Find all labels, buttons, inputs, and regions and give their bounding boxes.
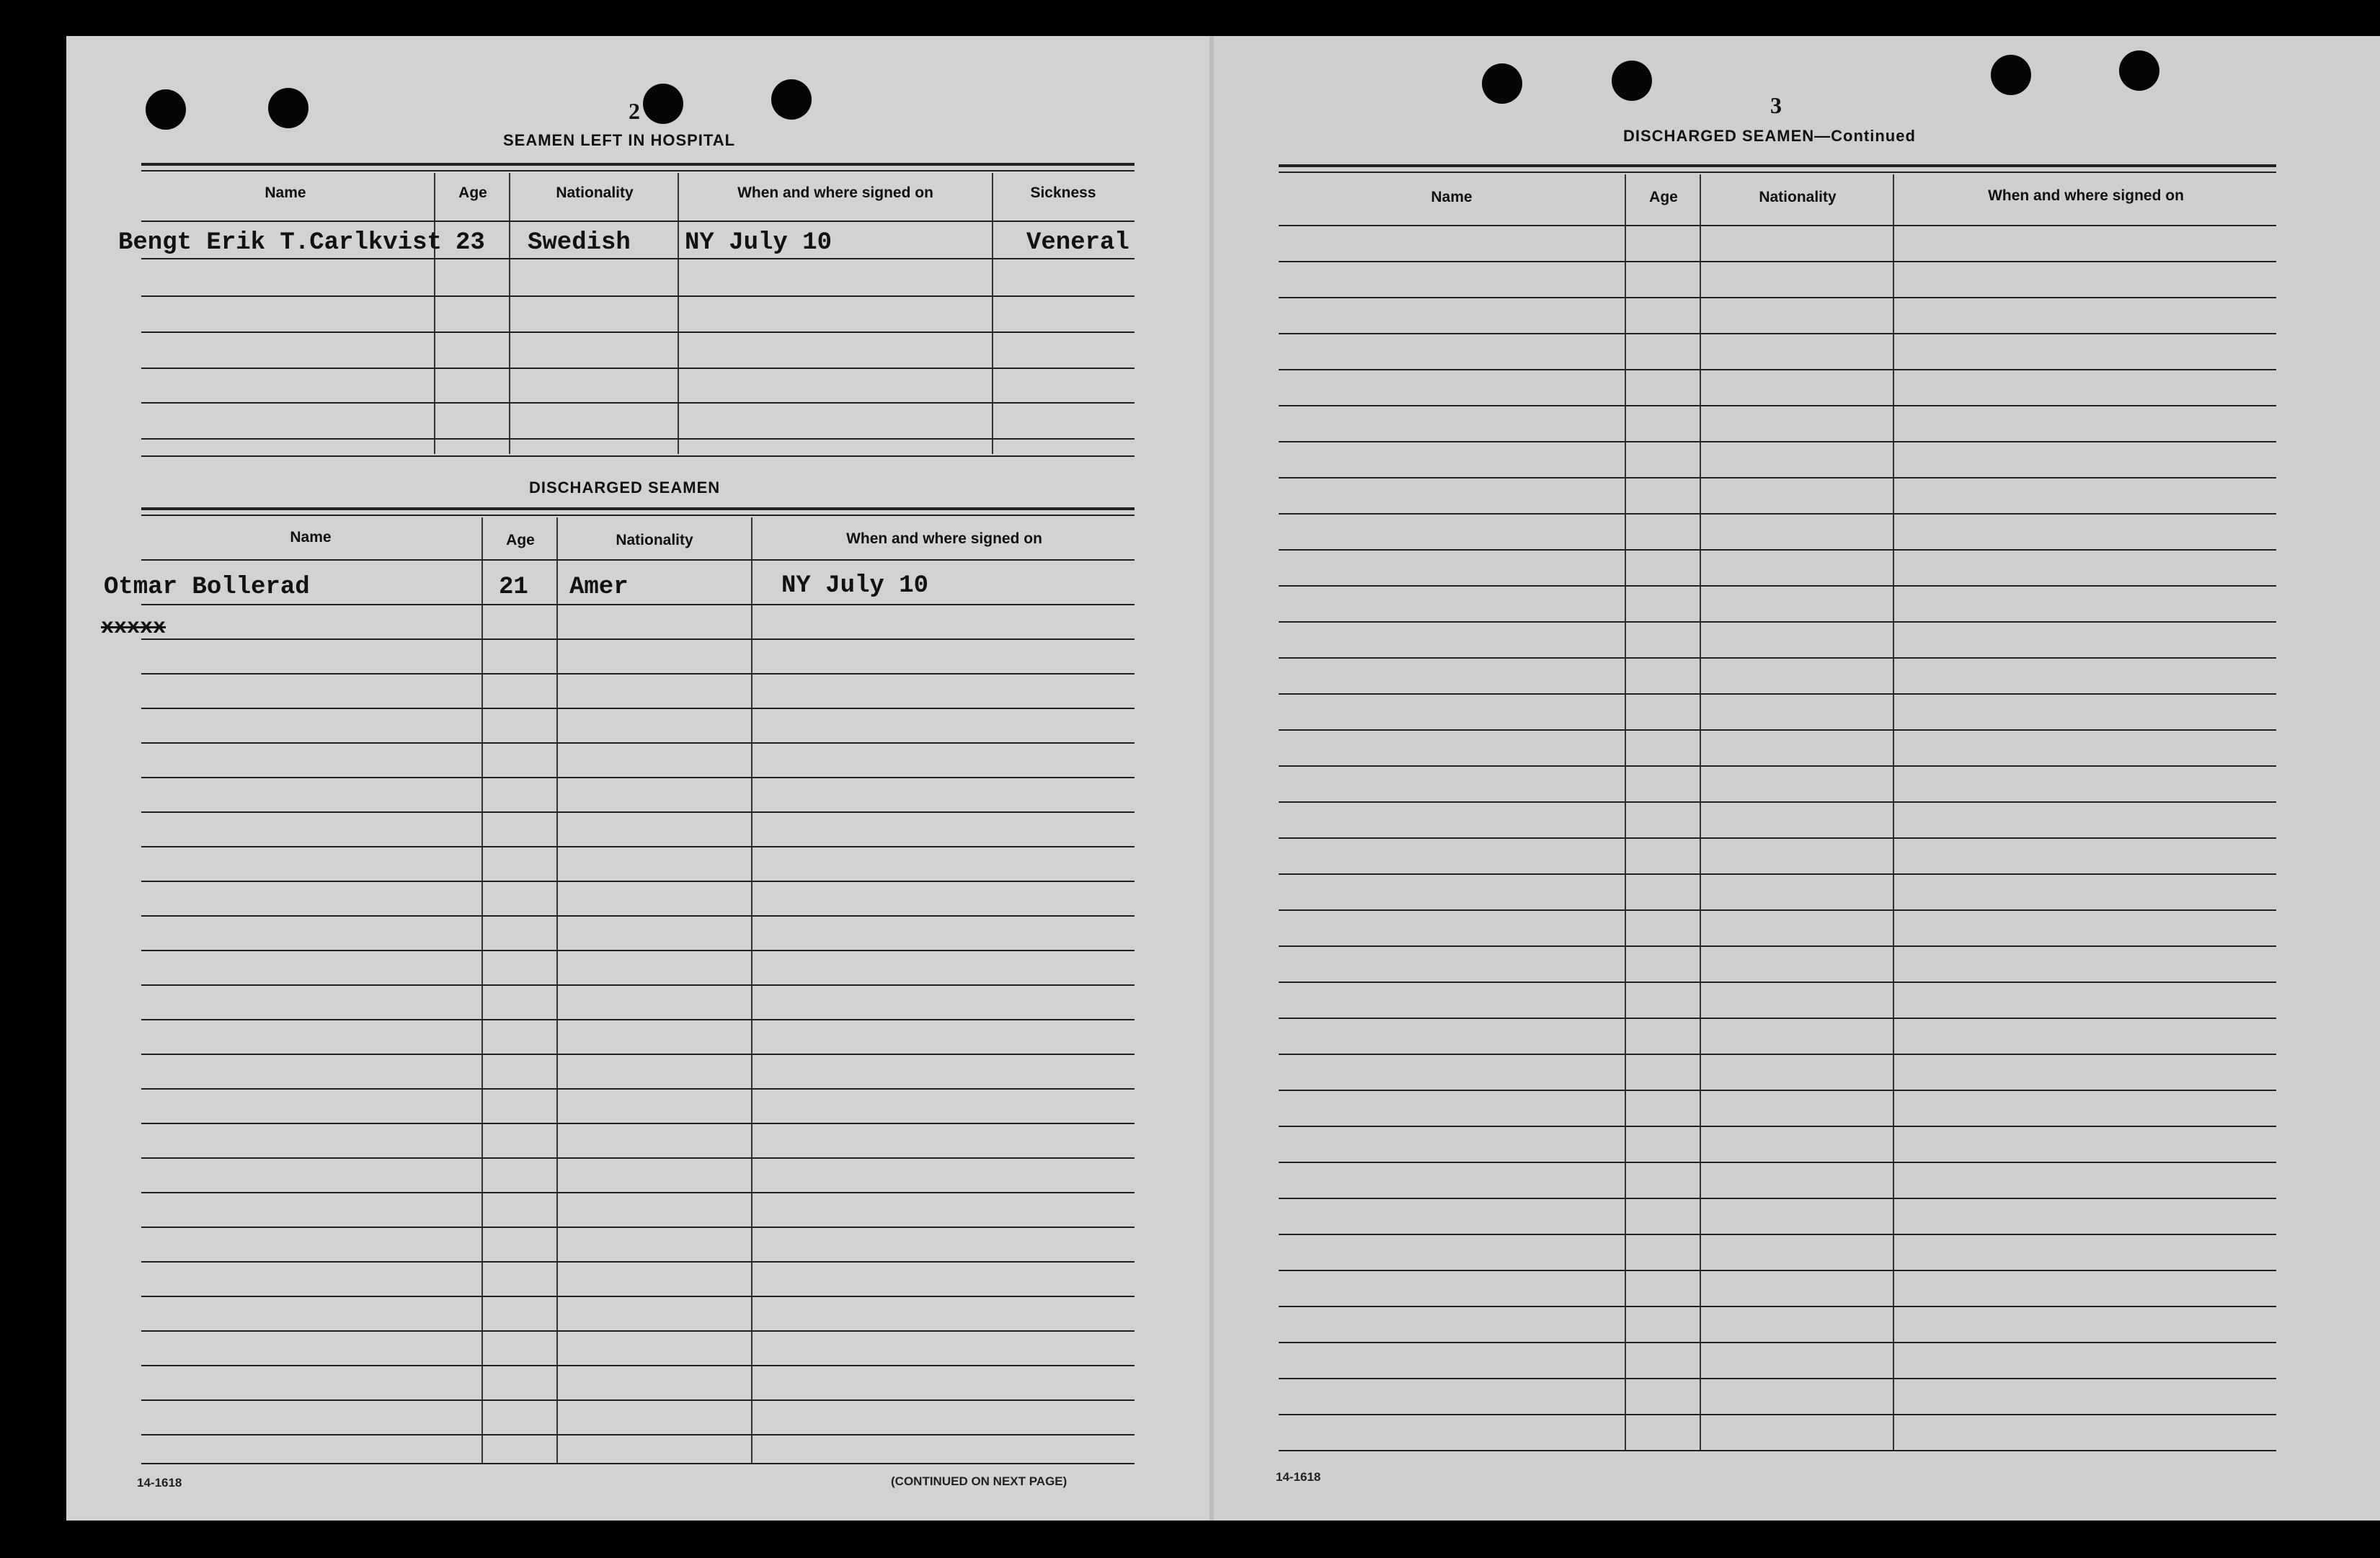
column-header: Name [265, 184, 306, 201]
right-page [1212, 36, 2380, 1521]
hospital-sickness: Veneral [1026, 229, 1129, 257]
hospital-age: 23 [456, 229, 485, 257]
rule [141, 221, 1135, 222]
column-divider [992, 173, 993, 454]
rule [141, 1330, 1135, 1332]
punch-hole [268, 88, 308, 128]
rule [1279, 261, 2276, 262]
column-divider [1893, 174, 1894, 1451]
rule [1279, 729, 2276, 731]
rule [141, 1123, 1135, 1124]
punch-hole [1482, 63, 1522, 104]
rule [141, 742, 1135, 744]
column-header: When and where signed on [846, 530, 1042, 547]
rule [141, 438, 1135, 440]
column-header: Nationality [616, 532, 693, 548]
rule [1279, 873, 2276, 875]
rule [141, 673, 1135, 675]
rule [141, 559, 1135, 561]
column-header: Sickness [1030, 184, 1096, 201]
rule [1279, 441, 2276, 442]
column-header: When and where signed on [737, 184, 933, 201]
rule [141, 1434, 1135, 1435]
rule [1279, 1342, 2276, 1343]
rule [141, 1227, 1135, 1228]
rule [1279, 1090, 2276, 1091]
rule [141, 258, 1135, 259]
rule [1279, 1378, 2276, 1379]
rule [141, 604, 1135, 605]
rule [141, 1088, 1135, 1090]
punch-hole [2119, 50, 2159, 91]
page-number: 3 [1770, 92, 1782, 118]
column-header: Age [458, 184, 487, 201]
discharged-name: Otmar Bollerad [104, 574, 310, 601]
form-code: 14-1618 [1276, 1470, 1321, 1484]
column-header: Nationality [1759, 189, 1837, 205]
punch-hole [1612, 61, 1652, 101]
rule [1279, 837, 2276, 839]
rule [1279, 945, 2276, 947]
page-number: 2 [629, 98, 640, 124]
rule [1279, 1450, 2276, 1451]
column-header: Nationality [556, 184, 634, 201]
column-divider [509, 173, 510, 454]
rule [1279, 164, 2276, 167]
rule [1279, 909, 2276, 911]
rule [1279, 1270, 2276, 1271]
hospital-signed-on: NY July 10 [685, 229, 832, 257]
punch-hole [1991, 55, 2031, 95]
column-header: Age [1649, 189, 1678, 205]
rule [1279, 657, 2276, 659]
hospital-section-title: SEAMEN LEFT IN HOSPITAL [503, 131, 736, 149]
rule [141, 507, 1135, 510]
rule [141, 1399, 1135, 1401]
discharged-age: 21 [499, 574, 528, 601]
rule [141, 1463, 1135, 1464]
rule [141, 1261, 1135, 1263]
punch-hole [643, 84, 683, 124]
column-divider [751, 517, 752, 1463]
rule [141, 950, 1135, 951]
column-divider [1700, 174, 1701, 1451]
rule [1279, 693, 2276, 695]
rule [1279, 585, 2276, 587]
rule [1279, 405, 2276, 406]
column-header: Name [1431, 189, 1473, 205]
rule [1279, 1054, 2276, 1055]
hospital-nationality: Swedish [528, 229, 631, 257]
rule [141, 515, 1135, 516]
rule [141, 881, 1135, 882]
continued-note: (CONTINUED ON NEXT PAGE) [891, 1474, 1067, 1488]
rule [141, 1054, 1135, 1055]
punch-hole [771, 79, 812, 120]
hospital-name: Bengt Erik T.Carlkvist [118, 229, 442, 257]
discharged-signed-on: NY July 10 [781, 572, 929, 600]
rule [1279, 1018, 2276, 1019]
rule [141, 708, 1135, 709]
rule [1279, 513, 2276, 515]
rule [1279, 549, 2276, 551]
rule [141, 777, 1135, 778]
rule [141, 402, 1135, 404]
discharged-continued-title: DISCHARGED SEAMEN—Continued [1623, 127, 1916, 145]
struck-out-text: xxxxx [101, 615, 166, 640]
rule [1279, 1198, 2276, 1199]
page-fold [1209, 36, 1214, 1521]
rule [141, 811, 1135, 813]
rule [141, 331, 1135, 333]
rule [141, 295, 1135, 297]
discharged-section-title: DISCHARGED SEAMEN [529, 478, 721, 497]
rule [1279, 333, 2276, 334]
rule [1279, 1162, 2276, 1163]
rule [1279, 621, 2276, 623]
rule [1279, 1126, 2276, 1127]
rule [141, 455, 1135, 457]
rule [141, 1192, 1135, 1193]
column-divider [556, 517, 558, 1463]
rule [1279, 477, 2276, 478]
discharged-nationality: Amer [569, 574, 629, 601]
rule [141, 163, 1135, 166]
column-header: Name [290, 529, 332, 546]
column-header: When and where signed on [1988, 187, 2184, 204]
punch-hole [146, 89, 186, 130]
form-code: 14-1618 [137, 1476, 182, 1490]
rule [1279, 225, 2276, 226]
column-header: Age [506, 532, 535, 548]
rule [1279, 981, 2276, 983]
rule [141, 1365, 1135, 1366]
rule [141, 1019, 1135, 1020]
column-divider [481, 517, 483, 1463]
rule [141, 1296, 1135, 1297]
rule [1279, 1306, 2276, 1307]
rule [1279, 1234, 2276, 1235]
rule [141, 846, 1135, 847]
rule [1279, 172, 2276, 173]
column-divider [678, 173, 679, 454]
rule [141, 915, 1135, 917]
rule [1279, 1414, 2276, 1415]
rule [141, 1157, 1135, 1159]
rule [141, 638, 1135, 640]
rule [1279, 765, 2276, 767]
column-divider [434, 173, 435, 454]
column-divider [1625, 174, 1626, 1451]
rule [1279, 369, 2276, 370]
rule [141, 170, 1135, 172]
rule [1279, 801, 2276, 803]
rule [141, 984, 1135, 986]
rule [1279, 297, 2276, 298]
rule [141, 368, 1135, 369]
